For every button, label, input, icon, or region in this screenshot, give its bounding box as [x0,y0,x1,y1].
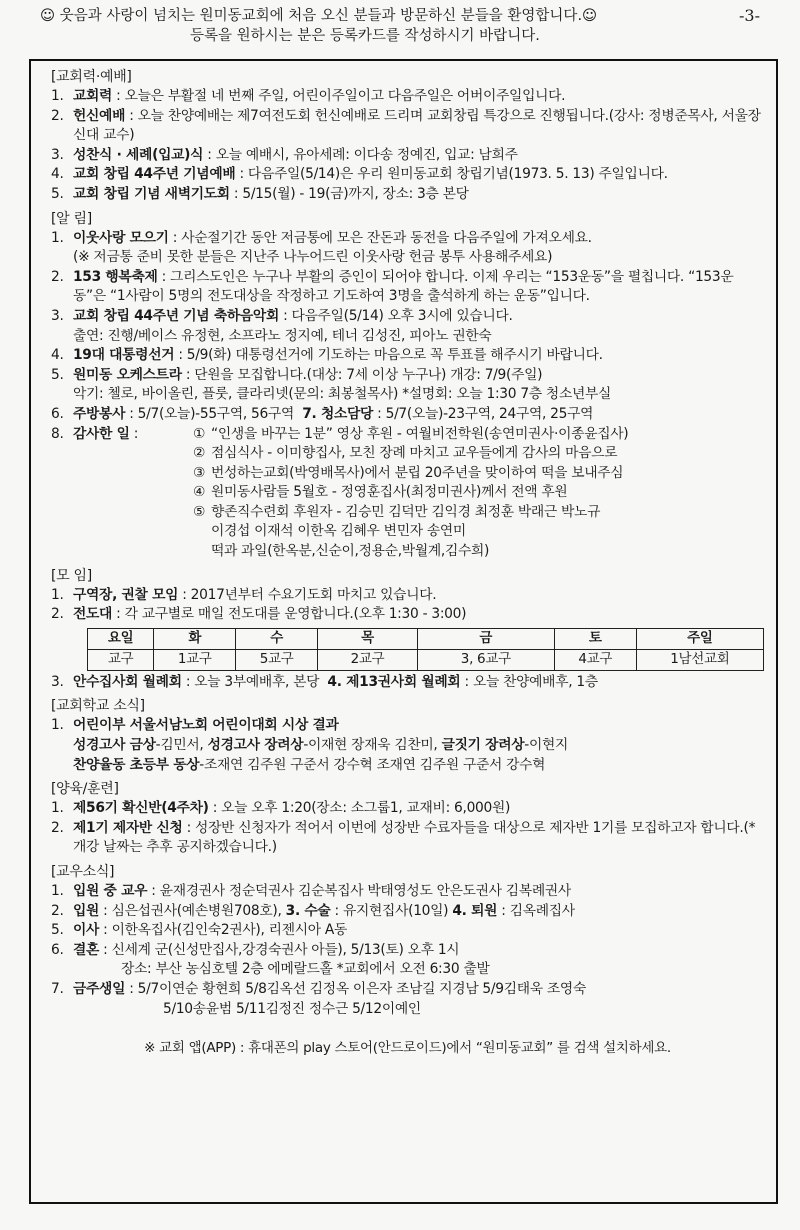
thanks-item-cont: 이경섭 이재석 이한옥 김혜우 변민자 송연미 [211,523,466,540]
thanks-item: ⑤ 향존직수련회 후원자 - 김승민 김덕만 김익경 최정훈 박래근 박노규 [193,503,601,520]
table-header-cell: 화 [154,628,236,649]
list-item: 1. 구역장, 권찰 모임 : 2017년부터 수요기도회 마치고 있습니다. [51,586,437,603]
table-cell: 1남선교회 [636,649,763,670]
thanks-list: 8. 감사한 일 : ① “인생을 바꾸는 1분” 영상 후원 - 여월비전학원(송연미권사·이종윤집사) ② 점심식사 - 이미향집사, 모친 장례 마치고 교우들에게 감사의 마음으로 ③ 번성하는교회(박영배목사)에서 분립 20주년을 맞이하여 떡을 보내주심 ④ 원미동사람들 5월호 - 정영훈집사(최정미권사)께서 전액 후원 ⑤ 향존직수련회 후원자 - 김승민 김덕만 김익경 최정훈 박래근 박노규 이경섭 이재석 이한옥 김혜우 변민자 송연미 떡과 과일(한옥분,신순이,정용순,박월계,김수희) [51,425,764,562]
evangelism-schedule-table [87,628,764,671]
section-title: [알 림] [51,210,92,227]
list-item: 1. 제56기 확신반(4주차) : 오늘 오후 1:20(장소: 소그룹1, 교재비: 6,000원) [51,800,511,817]
app-install-note: ※ 교회 앱(APP) : 휴대폰의 play 스토어(안드로이드)에서 “원미동교회” 를 검색 설치하세요. [144,1040,671,1057]
list-item: 3. 안수집사회 월례회 : 오늘 3부예배후, 본당 4. 제13권사회 월례회 : 오늘 찬양예배후, 1층 [51,673,598,690]
table-header-cell: 요일 [88,628,154,649]
list-item-note: 출연: 진행/베이스 유정현, 소프라노 정지예, 테너 김성진, 피아노 권한숙 [73,327,492,344]
thanks-item-cont: 떡과 과일(한옥분,신순이,정용순,박월계,김수희) [211,543,490,560]
thanks-item: ③ 번성하는교회(박영배목사)에서 분립 20주년을 맞이하여 떡을 보내주심 [193,464,624,481]
table-cell: 4교구 [554,649,636,670]
section-church-school [51,696,764,775]
section-member-news [51,862,764,1019]
section-title: [양육/훈련] [51,781,119,798]
list-item: 1. 어린이부 서울서남노회 어린이대회 시상 결과 [51,717,339,734]
list-item: 5. 원미동 오케스트라 : 단원을 모집합니다.(대상: 7세 이상 누구나) 개강: 7/9(주일) [51,366,543,383]
award-line: 성경고사 금상-김민서, 성경고사 장려상-이재현 장재욱 김찬미, 글짓기 장려상-이현지 [73,737,569,754]
list-item: 4. 교회 창립 44주년 기념예배 : 다음주일(5/14)은 우리 원미동교회 창립기념(1973. 5. 13) 주일입니다. [51,166,668,183]
table-row [88,649,764,670]
list-item: 6. 결혼 : 신세계 군(신성만집사,강경숙권사 아들), 5/13(토) 오후 1시 [51,941,460,958]
list-item-note: (※ 저금통 준비 못한 분들은 지난주 나누어드린 이웃사랑 헌금 봉투 사용해주세요) [73,249,553,266]
list-item: 3. 성찬식 · 세례(입교)식 : 오늘 예배시, 유아세례: 이다송 정예진, 입교: 남희주 [51,146,518,163]
table-header-cell: 토 [554,628,636,649]
list-item: 7. 금주생일 : 5/7이연순 황현희 5/8김옥선 김정옥 이은자 조남길 지경남 5/9김태욱 조영숙 [51,980,586,997]
section-title: [모 임] [51,567,92,584]
registration-note: 등록을 원하시는 분은 등록카드를 작성하시기 바랍니다. [190,28,540,44]
thanks-item: ② 점심식사 - 이미향집사, 모친 장례 마치고 교우들에게 감사의 마음으로 [193,445,618,462]
list-item: 1. 교회력 : 오늘은 부활절 네 번째 주일, 어린이주일이고 다음주일은 어버이주일입니다. [51,88,566,104]
page-number: -3- [739,6,760,25]
table-header-cell: 수 [236,628,318,649]
section-title: [교회학교 소식] [51,698,145,715]
table-header-row [88,628,764,649]
list-item: 5. 교회 창립 기념 새벽기도회 : 5/15(월) - 19(금)까지, 장소: 3층 본당 [51,185,469,202]
list-item: 2. 153 행복축제 : 그리스도인은 누구나 부활의 증인이 되어야 합니다. 이제 우리는 “153운동”을 펼칩니다. “153운동”은 “1사람이 5명의 전도대상을 작정하고 기도하여 3명을 출석하게 하는 운동”입니다. [51,268,734,305]
section-training [51,779,764,858]
list-item-note: 5/10송윤범 5/11김정진 정수근 5/12이예인 [163,1000,421,1017]
list-item: 2. 입원 : 심은섭권사(예손병원708호), 3. 수술 : 유지현집사(10일) 4. 퇴원 : 김옥례집사 [51,902,575,919]
section-title: [교회력·예배] [51,69,132,85]
list-item: 1. 입원 중 교우 : 윤재경권사 정순덕권사 김순복집사 박태영성도 안은도권사 김복례권사 [51,883,571,899]
list-item: 2. 제1기 제자반 신청 : 성장반 신청자가 적어서 이번에 성장반 수료자들을 대상으로 제자반 1기를 모집하고자 합니다.(*개강 날짜는 추후 공지하겠습니다.) [51,819,756,856]
list-item: 4. 19대 대통령선거 : 5/9(화) 대통령선거에 기도하는 마음으로 꼭 투표를 해주시기 바랍니다. [51,347,603,364]
welcome-text: ☺ 웃음과 사랑이 넘치는 원미동교회에 처음 오신 분들과 방문하신 분들을 환영합니다.☺ [40,8,598,24]
table-cell: 5교구 [236,649,318,670]
list-item: 2. 전도대 : 각 교구별로 매일 전도대를 운영합니다.(오후 1:30 - 3:00) [51,606,467,623]
table-cell: 1교구 [154,649,236,670]
list-item: 5. 이사 : 이한옥집사(김인숙2권사), 리젠시아 A동 [51,922,348,939]
table-header-cell: 목 [318,628,418,649]
section-announcements [51,209,764,562]
table-header-cell: 금 [417,628,554,649]
list-item: 6. 주방봉사 : 5/7(오늘)-55구역, 56구역 7. 청소담당 : 5/7(오늘)-23구역, 24구역, 25구역 [51,405,594,422]
thanks-item: ④ 원미동사람들 5월호 - 정영훈집사(최정미권사)께서 전액 후원 [193,484,568,501]
list-item: 3. 교회 창립 44주년 기념 축하음악회 : 다음주일(5/14) 오후 3시에 있습니다. [51,307,513,324]
bulletin-frame [29,59,778,1204]
award-line: 찬양율동 초등부 동상-조재연 김주원 구준서 강수혁 조재연 김주원 구준서 강수혁 [73,756,546,773]
list-item-note: 장소: 부산 농심호텔 2층 에메랄드홀 *교회에서 오전 6:30 출발 [121,961,490,978]
section-meetings [51,566,764,693]
section-title: [교우소식] [51,864,115,880]
list-item: 1. 이웃사랑 모으기 : 사순절기간 동안 저금통에 모은 잔돈과 동전을 다음주일에 가져오세요. [51,229,592,246]
thanks-item: ① “인생을 바꾸는 1분” 영상 후원 - 여월비전학원(송연미권사·이종윤집사) [193,425,629,442]
page-header [40,6,790,46]
list-item: 2. 헌신예배 : 오늘 찬양예배는 제7여전도회 헌신예배로 드리며 교회창립 특강으로 진행됩니다.(강사: 정병준목사, 서울장신대 교수) [51,107,761,144]
section-church-calendar [51,67,764,205]
table-cell: 2교구 [318,649,418,670]
table-header-cell: 주일 [636,628,763,649]
table-cell: 3, 6교구 [417,649,554,670]
list-item-note: 악기: 첼로, 바이올린, 플룻, 클라리넷(문의: 최봉철목사) *설명회: 오늘 1:30 7층 청소년부실 [73,386,612,403]
table-cell: 교구 [88,649,154,670]
